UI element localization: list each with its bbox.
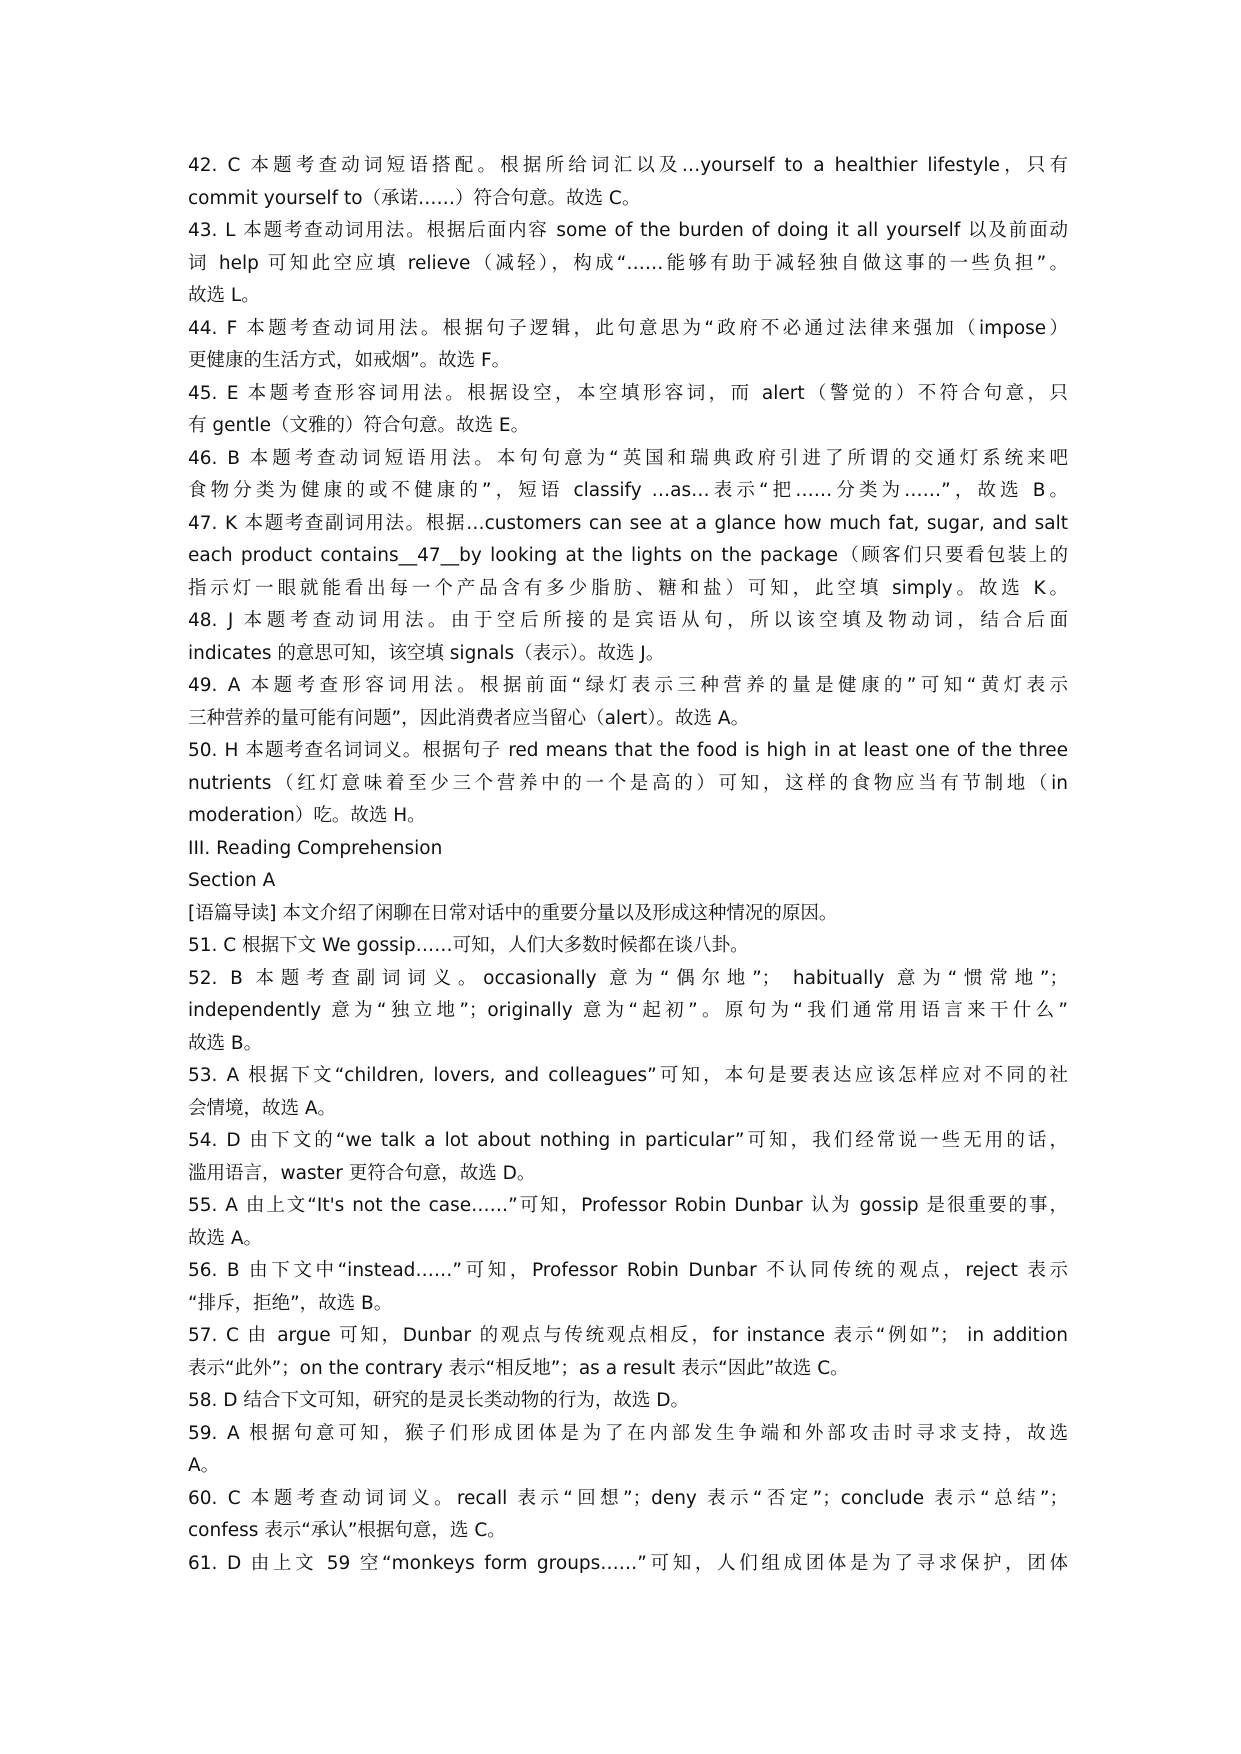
text-line: each product contains__47__by looking at the lights on the package（顾客们只要看包装上的 [188, 545, 1068, 566]
text-line: [语篇导读] 本文介绍了闲聊在日常对话中的重要分量以及形成这种情况的原因。 [188, 902, 838, 924]
text-line: 55. A 由上文“It's not the case……”可知，Professor Robin Dunbar 认为 gossip 是很重要的事， [188, 1195, 1068, 1216]
text-line: 更健康的生活方式，如戒烟”。故选 F。 [188, 350, 511, 371]
text-line: independently 意为“独立地”；originally 意为“起初”。原句为“我们通常用语言来干什么” [188, 1000, 1068, 1021]
text-line: 53. A 根据下文“children, lovers, and colleagues”可知，本句是要表达应该怎样应对不同的社 [188, 1065, 1068, 1086]
text-line: nutrients（红灯意味着至少三个营养中的一个是高的）可知，这样的食物应当有节制地（in [188, 772, 1068, 794]
text-line: 46. B 本题考查动词短语用法。本句句意为“英国和瑞典政府引进了所谓的交通灯系统来吧 [188, 447, 1068, 469]
text-line: 58. D 结合下文可知，研究的是灵长类动物的行为，故选 D。 [188, 1390, 690, 1411]
text-line: 指示灯一眼就能看出每一个产品含有多少脂肪、糖和盐）可知，此空填 simply。故选 K。 [188, 577, 1068, 599]
text-line: 49. A 本题考查形容词用法。根据前面“绿灯表示三种营养的量是健康的”可知“黄灯表示 [188, 675, 1068, 696]
text-line: 60. C 本题考查动词词义。recall 表示“回想”；deny 表示“否定”；conclude 表示“总结”； [188, 1487, 1068, 1509]
text-line: 表示“此外”；on the contrary 表示“相反地”；as a result 表示“因此”故选 C。 [188, 1357, 849, 1379]
text-line: 食物分类为健康的或不健康的”，短语 classify …as…表示“把……分类为……”，故选 B。 [188, 480, 1068, 501]
text-line: commit yourself to（承诺……）符合句意。故选 C。 [188, 187, 641, 209]
text-line: 三种营养的量可能有问题”，因此消费者应当留心（alert）。故选 A。 [188, 707, 750, 729]
text-line: 61. D 由上文 59 空“monkeys form groups……”可知，人们组成团体是为了寻求保护，团体 [188, 1552, 1068, 1574]
text-line: 有 gentle（文雅的）符合句意。故选 E。 [188, 415, 530, 436]
text-line: 故选 B。 [188, 1032, 263, 1054]
text-line: III. Reading Comprehension [188, 837, 443, 859]
text-line: moderation）吃。故选 H。 [188, 805, 426, 826]
text-line: 42. C 本题考查动词短语搭配。根据所给词汇以及…yourself to a healthier lifestyle，只有 [188, 155, 1068, 176]
text-line: 54. D 由下文的“we talk a lot about nothing in particular”可知，我们经常说一些无用的话， [188, 1130, 1068, 1151]
text-line: 51. C 根据下文 We gossip……可知，人们大多数时候都在谈八卦。 [188, 935, 749, 956]
text-line: 会情境，故选 A。 [188, 1097, 337, 1119]
text-line: indicates 的意思可知，该空填 signals（表示）。故选 J。 [188, 642, 665, 664]
text-line: Section A [188, 870, 276, 891]
text-line: 词 help 可知此空应填 relieve（减轻），构成“……能够有助于减轻独自做这事的一些负担”。 [188, 252, 1068, 274]
text-line: 50. H 本题考查名词词义。根据句子 red means that the food is high in at least one of the three [188, 740, 1068, 761]
text-line: 43. L 本题考查动词用法。根据后面内容 some of the burden of doing it all yourself 以及前面动 [188, 220, 1068, 241]
text-line: 47. K 本题考查副词用法。根据…customers can see at a glance how much fat, sugar, and salt [188, 512, 1068, 534]
text-line: confess 表示“承认”根据句意，选 C。 [188, 1520, 506, 1541]
text-line: 56. B 由下文中“instead……”可知，Professor Robin Dunbar 不认同传统的观点，reject 表示 [188, 1260, 1068, 1281]
text-line: 52. B 本题考查副词词义。occasionally 意为“偶尔地”； habitually 意为“惯常地”； [188, 967, 1068, 989]
text-line: 57. C 由 argue 可知，Dunbar 的观点与传统观点相反，for instance 表示“例如”； in addition [188, 1325, 1068, 1346]
text-line: 59. A 根据句意可知，猴子们形成团体是为了在内部发生争端和外部攻击时寻求支持，故选 [188, 1422, 1068, 1444]
answer-explanations [188, 150, 1068, 1580]
text-line: 滥用语言，waster 更符合句意，故选 D。 [188, 1162, 536, 1184]
text-line: “排斥，拒绝”，故选 B。 [188, 1292, 393, 1314]
text-line: 故选 A。 [188, 1227, 263, 1249]
text-line: 48. J 本题考查动词用法。由于空后所接的是宾语从句，所以该空填及物动词，结合后面 [188, 610, 1068, 631]
text-line: 45. E 本题考查形容词用法。根据设空，本空填形容词，而 alert（警觉的）不符合句意，只 [188, 382, 1068, 404]
text-line: A。 [188, 1455, 220, 1476]
text-line: 44. F 本题考查动词用法。根据句子逻辑，此句意思为“政府不必通过法律来强加（impose） [188, 317, 1068, 339]
text-line: 故选 L。 [188, 285, 260, 306]
